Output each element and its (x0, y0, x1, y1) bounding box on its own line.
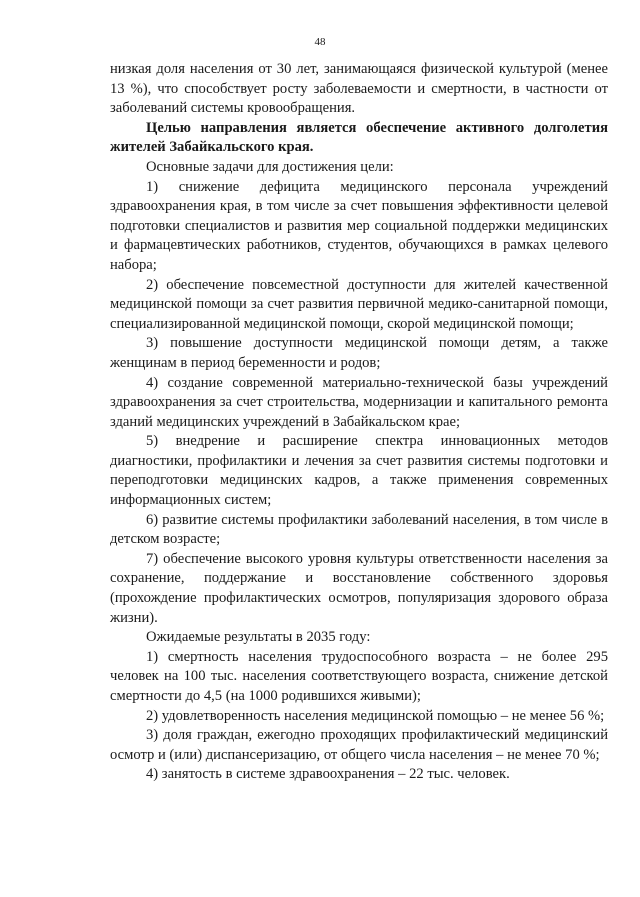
paragraph: Целью направления является обеспечение активного долголетия жителей Забайкальского края. (110, 119, 608, 156)
paragraph: Ожидаемые результаты в 2035 году: (146, 629, 371, 646)
paragraph: 1) смертность населения трудоспособного возраста – не более 295 человек на 100 тыс. населения соответствующего возраста, снижение детской смертности до 4,5 (на 1000 родившихся живыми); (110, 648, 608, 704)
paragraph: 7) обеспечение высокого уровня культуры ответственности населения за сохранение, поддержание и восстановление собственного здоровья (прохождение профилактических осмотров, популяризация здорового образа жизни). (110, 550, 608, 626)
paragraph: 5) внедрение и расширение спектра инновационных методов диагностики, профилактики и лечения за счет развития системы подготовки и переподготовки медицинских кадров, а также применения современных информационных систем; (110, 433, 608, 509)
paragraph: низкая доля населения от 30 лет, занимающаяся физической культурой (менее 13 %), что способствует росту заболеваемости и смертности, в частности от заболеваний системы кровообращения. (110, 61, 608, 117)
paragraph: 1) снижение дефицита медицинского персонала учреждений здравоохранения края, в том числе за счет повышения эффективности целевой подготовки специалистов и развития мер социальной поддержки медицинских и фармацевтических работников, студентов, обучающихся в рамках целевого набора; (110, 178, 608, 273)
paragraph: 4) создание современной материально-технической базы учреждений здравоохранения за счет строительства, модернизации и капитального ремонта зданий медицинских учреждений в Забайкальском крае; (110, 374, 608, 430)
paragraph: 3) повышение доступности медицинской помощи детям, а также женщинам в период беременности и родов; (110, 335, 608, 371)
document-body (110, 60, 608, 785)
paragraph: 4) занятость в системе здравоохранения – 22 тыс. человек. (146, 766, 510, 783)
paragraph: 2) удовлетворенность населения медицинской помощью – не менее 56 %; (146, 707, 605, 724)
paragraph: 2) обеспечение повсеместной доступности для жителей качественной медицинской помощи за счет развития первичной медико-санитарной помощи, специализированной медицинской помощи, скорой медицинской помощи; (110, 276, 608, 332)
paragraph: 6) развитие системы профилактики заболеваний населения, в том числе в детском возрасте; (110, 511, 608, 548)
paragraph: Основные задачи для достижения цели: (146, 158, 394, 175)
paragraph: 3) доля граждан, ежегодно проходящих профилактический медицинский осмотр и (или) диспансеризацию, от общего числа населения – не менее 70 %; (110, 727, 608, 763)
page-number: 48 (314, 36, 326, 48)
